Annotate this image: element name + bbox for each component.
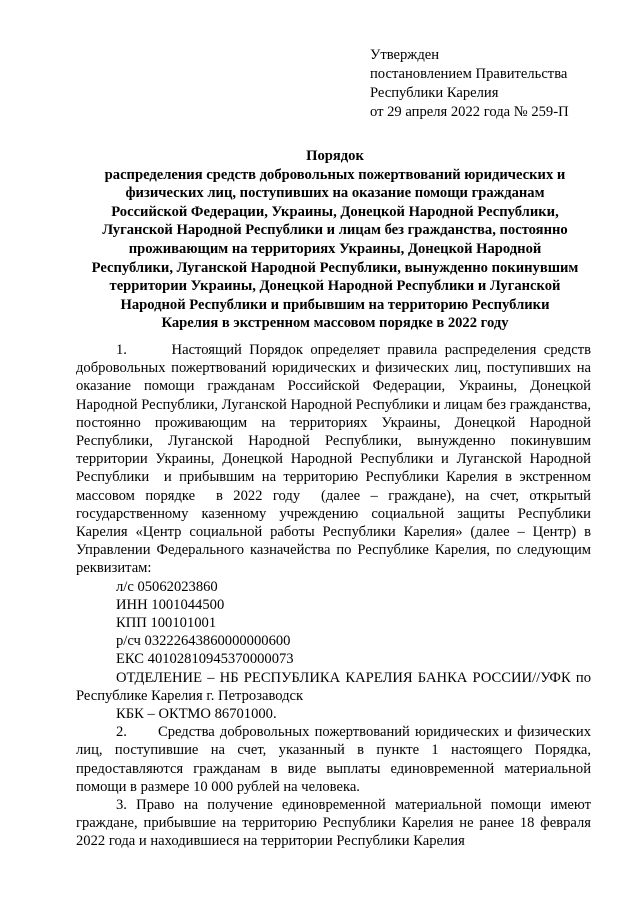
approval-line-approved: Утвержден — [370, 47, 440, 63]
approval-block — [370, 46, 620, 122]
requisite-settlement-account: р/сч 03222643860000000600 — [116, 633, 291, 650]
approval-line-date-number: от 29 апреля 2022 года № 259-П — [370, 104, 569, 120]
title-line: проживающим на территориях Украины, Донецкой Народной — [128, 240, 542, 257]
document-body — [76, 341, 595, 851]
document-title — [70, 147, 600, 333]
paragraph-3: 3. Право на получение единовременной материальной помощи имеют граждане, прибывшие на территорию Республики Карелия не ранее 18 февраля 2022 года и находившиеся на территории Республики Карелия — [76, 797, 591, 850]
paragraph-1: 1. Настоящий Порядок определяет правила распределения средств добровольных пожертвований юридических и физических лиц, поступивших на оказание помощи гражданам Российской Федерации, Украины, Донецкой Народной Республики, Луганской Народной Республики и лицам без гражданства, постоянно проживающим на территориях Украины, Донецкой Народной Республики, Луганской Народной Республики, вынужденно покинувшим территории Украины, Донецкой Народной Республики и Луганской Народной Республики и прибывшим на территорию Республики Карелия в экстренном массовом порядке в 2022 году (далее – граждане), на счет, открытый государственному казенному учреждению социальной защиты Республики Карелия «Центр социальной работы Республики Карелия» (далее – Центр) в Управлении Федерального казначейства по Республике Карелия, по следующим реквизитам: — [76, 342, 595, 577]
requisite-kbk: КБК – ОКТМО 86701000. — [116, 706, 277, 723]
title-line: территории Украины, Донецкой Народной Республики и Луганской — [109, 278, 561, 295]
paragraph-2: 2. Средства добровольных пожертвований юридических и физических лиц, поступившие на счет, указанный в пункте 1 настоящего Порядка, предоставляются гражданам в виде выплаты единовременной материальной помощи в размере 10 000 рублей на человека. — [76, 724, 595, 795]
requisite-kpp: КПП 100101001 — [116, 615, 217, 632]
approval-line-resolution: постановлением Правительства — [370, 66, 568, 82]
requisite-inn: ИНН 1001044500 — [116, 596, 225, 613]
title-line: Порядок — [306, 148, 364, 164]
title-line: Карелия в экстренном массовом порядке в 2022 году — [161, 315, 509, 332]
requisite-eks: ЕКС 40102810945370000073 — [116, 651, 294, 668]
title-line: Луганской Народной Республики и лицам без гражданства, постоянно — [102, 222, 568, 239]
requisite-account: л/с 05062023860 — [116, 578, 218, 595]
requisite-bank: ОТДЕЛЕНИЕ – НБ РЕСПУБЛИКА КАРЕЛИЯ БАНКА РОССИИ//УФК по Республике Карелия г. Петрозаводск — [76, 669, 591, 704]
title-line: Народной Республики и прибывшим на территорию Республики — [120, 296, 550, 313]
approval-line-republic: Республики Карелия — [370, 85, 499, 101]
title-line: физических лиц, поступивших на оказание помощи гражданам — [125, 185, 545, 202]
title-line: Республики, Луганской Народной Республики, вынужденно покинувшим — [91, 259, 579, 276]
title-line: распределения средств добровольных пожертвований юридических и — [104, 166, 566, 183]
title-line: Российской Федерации, Украины, Донецкой Народной Республики, — [111, 203, 559, 220]
